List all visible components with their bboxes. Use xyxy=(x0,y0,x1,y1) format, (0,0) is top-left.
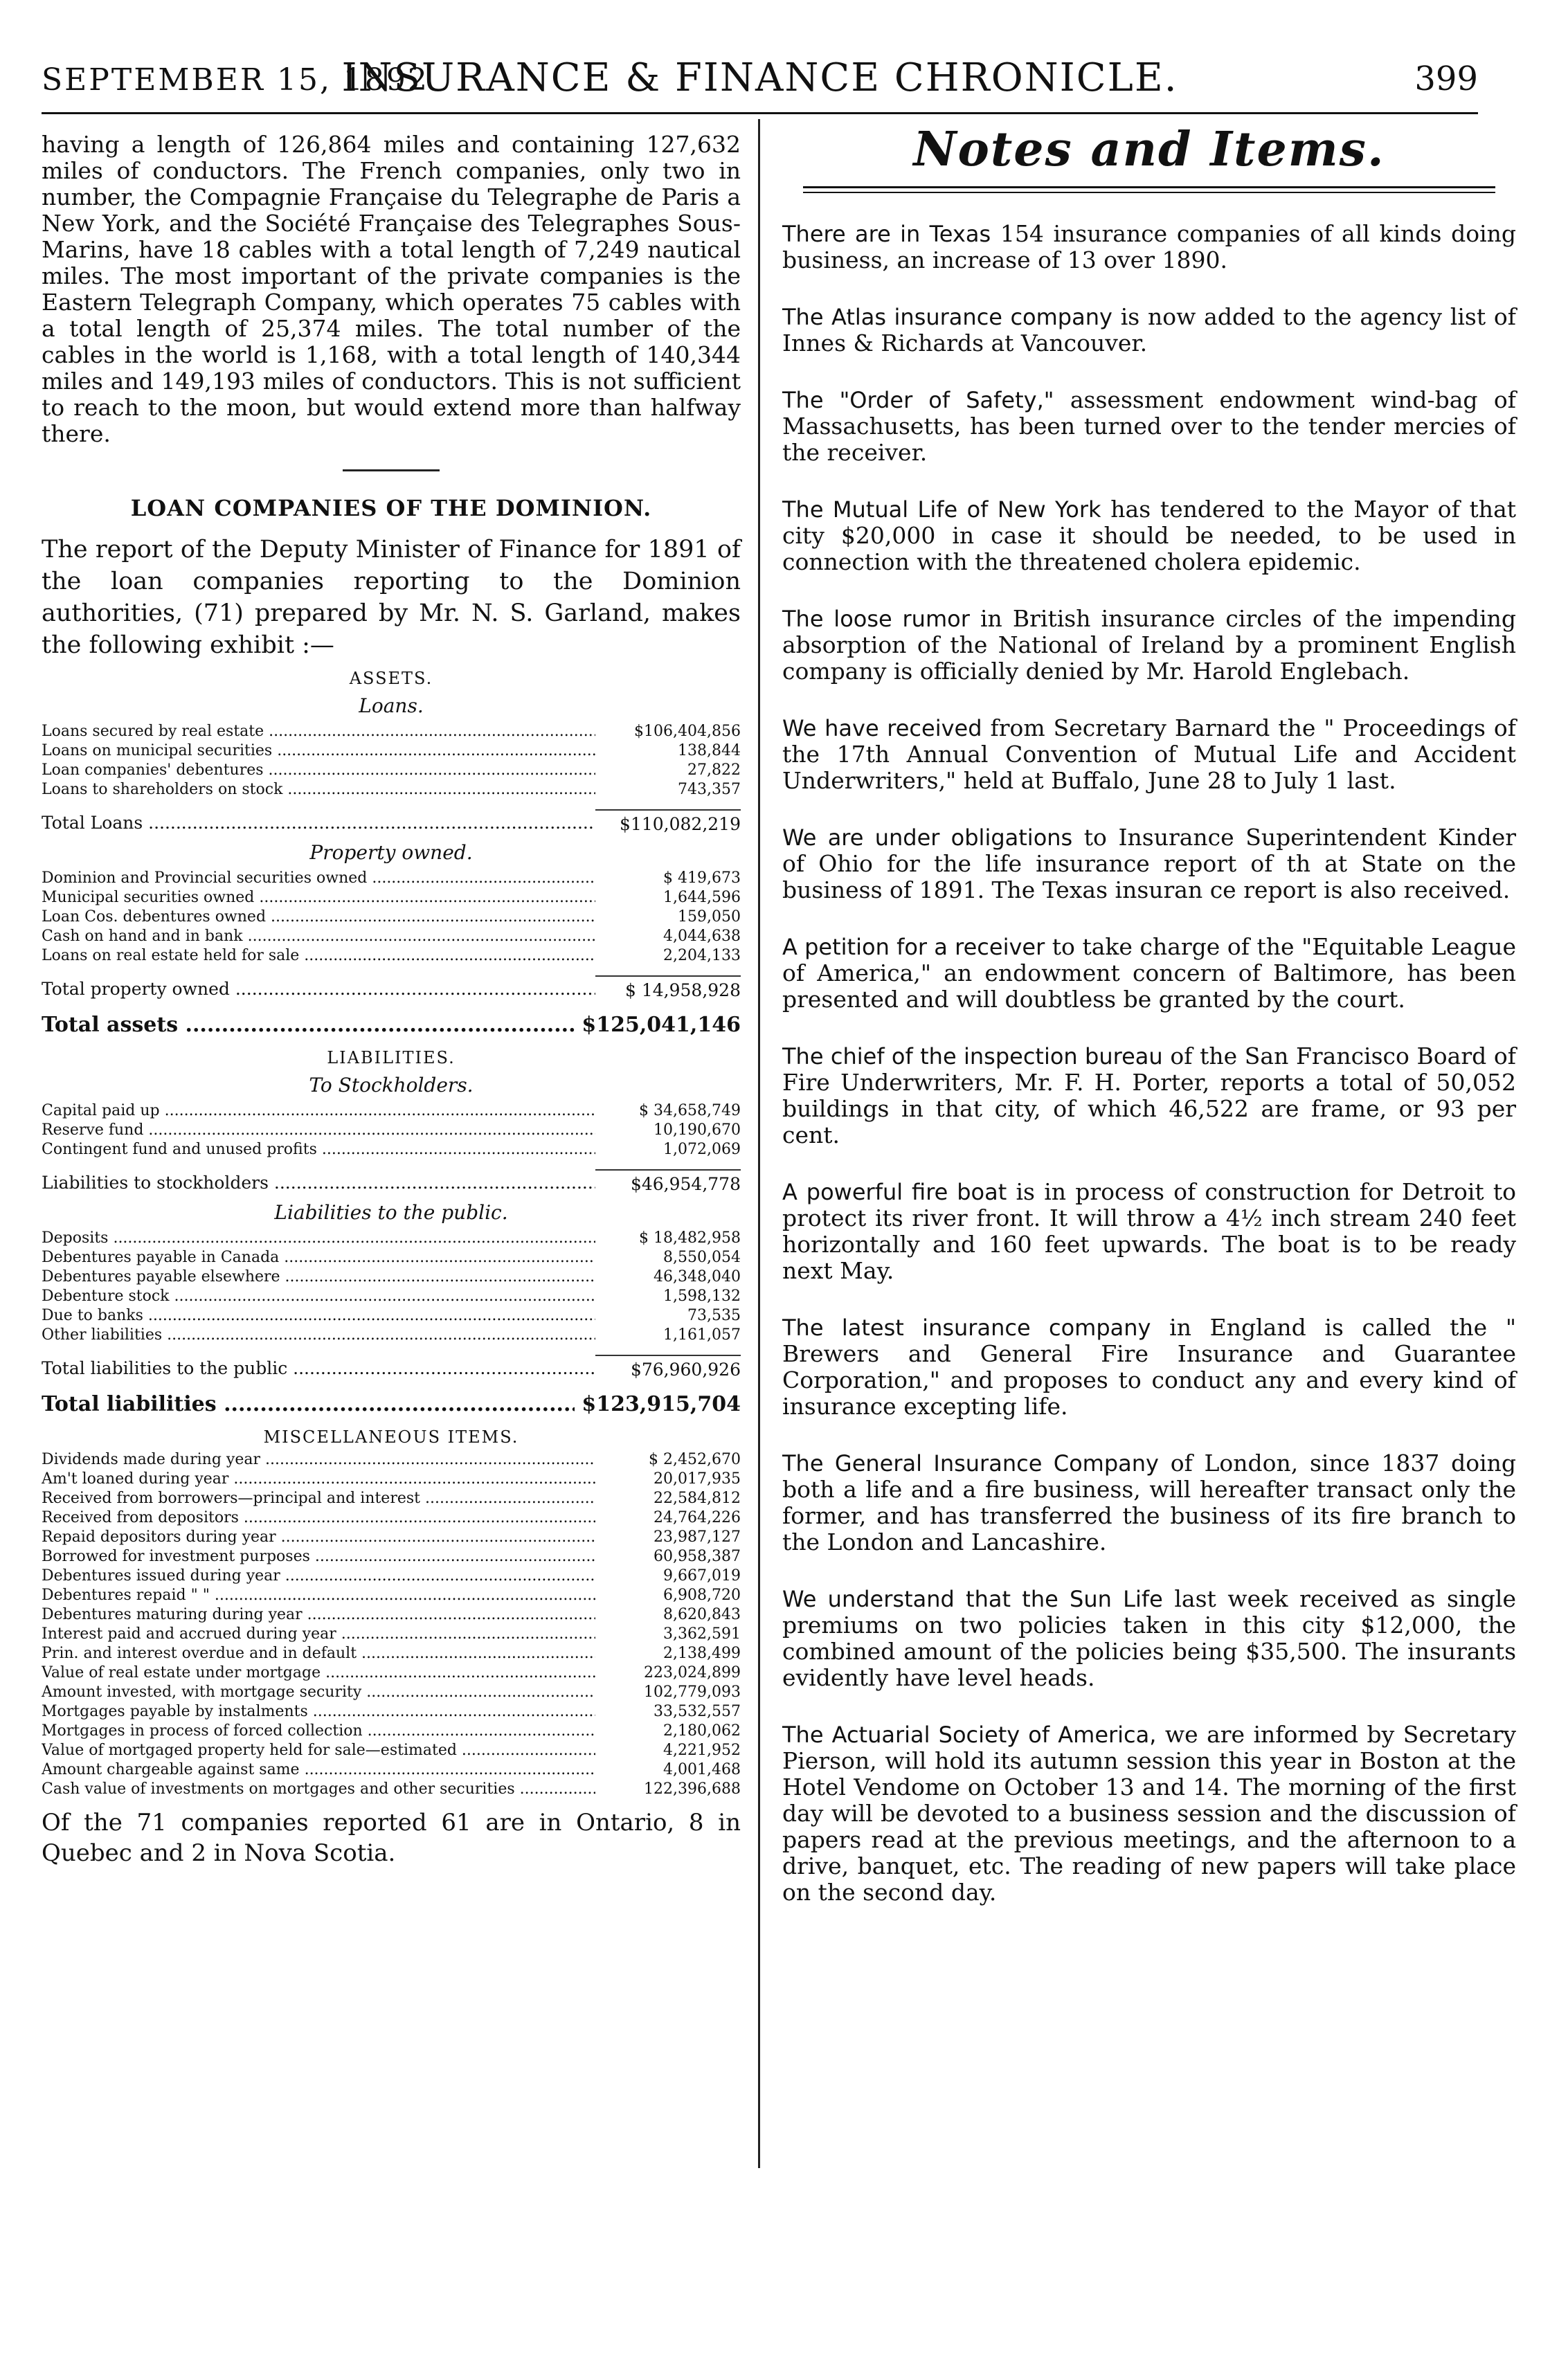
row-label: Due to banks ..... xyxy=(42,1306,595,1326)
misc-row xyxy=(42,1567,741,1586)
total-assets-row: Total assets ..... $125,041,146 xyxy=(42,1010,741,1040)
news-item xyxy=(782,304,1516,357)
row-label: Amount invested, with mortgage security ..... xyxy=(42,1683,595,1702)
news-item-lead: A petition for a receiver xyxy=(782,934,1045,960)
news-item-lead: The General Insurance Company xyxy=(782,1450,1159,1477)
row-label: Am't loaned during year ..... xyxy=(42,1470,595,1489)
row-label: Debentures payable in Canada ..... xyxy=(42,1248,595,1267)
left-column xyxy=(42,132,741,1868)
misc-row xyxy=(42,1625,741,1644)
row-value: $ 34,658,749 xyxy=(639,1102,741,1119)
news-item-text: to Insurance Superintendent Kinder of Ohio for the life insurance report of th at State on the business of 1891. The Texas insuran ce report is also received. xyxy=(782,824,1517,903)
row-label: Interest paid and accrued during year ..... xyxy=(42,1625,595,1644)
header-rule xyxy=(42,112,1478,114)
property-row xyxy=(42,946,741,966)
news-item xyxy=(782,1450,1516,1555)
property-row xyxy=(42,869,741,888)
public-liability-row xyxy=(42,1326,741,1345)
row-label: Loans on municipal securities ..... xyxy=(42,741,595,761)
row-label: Capital paid up ..... xyxy=(42,1101,595,1121)
row-value: 22,584,812 xyxy=(654,1490,741,1507)
row-label: Prin. and interest overdue and in default ..... xyxy=(42,1644,595,1663)
news-item-text: is now added to the agency list of Innes & Richards at Vancouver. xyxy=(782,303,1516,357)
news-item-text: last week received as single premiums on two policies taken in this city $12,000, the combined amount of the policies being $35,500. The insurants evidently have level heads. xyxy=(782,1585,1516,1691)
news-item xyxy=(782,1179,1516,1284)
stockholder-row xyxy=(42,1121,741,1140)
right-column xyxy=(782,122,1517,1936)
property-row xyxy=(42,888,741,908)
row-value: $ 18,482,958 xyxy=(639,1229,741,1247)
news-item-lead: The Mutual Life of New York xyxy=(782,496,1101,523)
news-item-text: in England is called the " Brewers and General Fire Insurance and Guarantee Corporation," and proposes to conduct any and every kind of insurance excepting life. xyxy=(782,1314,1517,1420)
row-value: 2,204,133 xyxy=(663,947,741,964)
row-value: 8,550,054 xyxy=(663,1249,741,1266)
news-item-text: of the San Francisco Board of Fire Underwriters, Mr. F. H. Porter, reports a total of 50,052 buildings in that city, of which 46,522 are frame, or 93 per cent. xyxy=(782,1043,1516,1148)
loans-table xyxy=(42,722,741,800)
news-item xyxy=(782,606,1516,685)
news-item xyxy=(782,496,1516,575)
page-header xyxy=(28,55,1492,118)
row-label: Amount chargeable against same ..... xyxy=(42,1760,595,1780)
stockholders-heading: To Stockholders. xyxy=(309,1074,474,1097)
total-property-row: Total property owned ..... $ 14,958,928 xyxy=(42,975,741,1004)
row-label: Cash on hand and in bank ..... xyxy=(42,927,595,946)
news-item-text: from Secretary Barnard the " Proceedings of the 17th Annual Convention of Mutual Life and Accident Underwriters," held at Buffalo, June 28 to July 1 last. xyxy=(782,714,1517,794)
stockholder-row xyxy=(42,1140,741,1160)
row-label: Dividends made during year ..... xyxy=(42,1450,595,1470)
column-divider xyxy=(758,119,760,2168)
row-value: 10,190,670 xyxy=(654,1121,741,1139)
misc-row xyxy=(42,1663,741,1683)
public-heading: Liabilities to the public. xyxy=(274,1201,508,1224)
public-liability-row xyxy=(42,1306,741,1326)
row-label: Debenture stock ..... xyxy=(42,1287,595,1306)
news-item-text: of London, since 1837 doing both a life and a fire business, will hereafter transact only the former, and has transferred the business of its fire branch to the London and Lancashire. xyxy=(782,1450,1516,1555)
row-value: 1,644,596 xyxy=(663,889,741,906)
news-item-text: assessment endowment wind-bag of Massachusetts, has been turned over to the tender mercies of the receiver. xyxy=(782,386,1517,466)
row-value: 20,017,935 xyxy=(654,1470,741,1488)
news-item-text: we are informed by Secretary Pierson, will hold its autumn session this year in Boston at the Hotel Vendome on October 13 and 14. The morning of the first day will be devoted to a business session and the discussion of papers read at the previous meetings, and the afternoon to a drive, banquet, etc. The reading of new papers will take place on the second day. xyxy=(782,1721,1516,1906)
section-divider xyxy=(343,469,440,471)
misc-heading: MISCELLANEOUS ITEMS. xyxy=(263,1427,519,1447)
news-item xyxy=(782,934,1516,1013)
row-value: 122,396,688 xyxy=(644,1780,741,1798)
row-label: Municipal securities owned ..... xyxy=(42,888,595,908)
issue-date: SEPTEMBER 15, 1892 xyxy=(42,62,429,98)
misc-row xyxy=(42,1489,741,1508)
row-value: 73,535 xyxy=(687,1307,741,1324)
misc-row xyxy=(42,1470,741,1489)
property-row xyxy=(42,927,741,946)
news-item-lead: The "Order of Safety," xyxy=(782,387,1054,413)
row-label: Value of mortgaged property held for sale—estimated ..... xyxy=(42,1741,595,1760)
row-value: 1,598,132 xyxy=(663,1288,741,1305)
row-value: 6,908,720 xyxy=(663,1587,741,1604)
row-label: Contingent fund and unused profits ..... xyxy=(42,1140,595,1160)
public-liability-row xyxy=(42,1287,741,1306)
row-value: $ 419,673 xyxy=(663,869,741,887)
cables-paragraph: having a length of 126,864 miles and containing 127,632 miles of conductors. The French companies, only two in number, the Compagnie Française du Telegraphe de Paris a New York, and the Société Française des Telegraphes Sous-Marins, have 18 cables with a total length of 7,249 nautical miles. The most important of the private companies is the Eastern Telegraph Company, which operates 75 cables with a total length of 25,374 miles. The total number of the cables in the world is 1,168, with a total length of 140,344 miles and 149,193 miles of conductors. This is not sufficient to reach to the moon, but would extend more than halfway there. xyxy=(42,131,741,447)
row-label: Loans to shareholders on stock ..... xyxy=(42,780,595,800)
misc-row xyxy=(42,1780,741,1799)
row-value: $ 2,452,670 xyxy=(649,1451,741,1468)
misc-row xyxy=(42,1644,741,1663)
news-item-lead: We have received xyxy=(782,715,982,741)
row-value: 138,844 xyxy=(678,742,741,759)
row-value: 46,348,040 xyxy=(654,1268,741,1285)
row-value: 27,822 xyxy=(687,761,741,779)
row-value: 2,180,062 xyxy=(663,1722,741,1740)
news-item-text: 154 insurance companies of all kinds doing business, an increase of 13 over 1890. xyxy=(782,220,1516,273)
news-item-lead: There are in Texas xyxy=(782,221,991,247)
misc-row xyxy=(42,1702,741,1722)
public-liability-row xyxy=(42,1267,741,1287)
total-stockholders-row: Liabilities to stockholders ..... $46,954,778 xyxy=(42,1169,741,1198)
row-value: 60,958,387 xyxy=(654,1548,741,1565)
news-item-lead: The chief of the inspection bureau xyxy=(782,1043,1163,1070)
notes-list xyxy=(782,221,1516,1906)
news-item xyxy=(782,221,1516,273)
row-label: Mortgages payable by instalments ..... xyxy=(42,1702,595,1722)
news-item-lead: The Actuarial Society of America, xyxy=(782,1722,1157,1748)
row-value: 4,001,468 xyxy=(663,1761,741,1778)
news-item-text: in British insurance circles of the impending absorption of the National of Ireland by a prominent English company is officially denied by Mr. Harold Englebach. xyxy=(782,605,1516,685)
news-item-lead: A powerful fire boat xyxy=(782,1179,1007,1205)
misc-row xyxy=(42,1508,741,1528)
loans-heading: Loans. xyxy=(359,694,424,717)
loan-companies-title: LOAN COMPANIES OF THE DOMINION. xyxy=(130,495,652,521)
row-label: Loan companies' debentures ..... xyxy=(42,761,595,780)
news-item-lead: We understand that the Sun Life xyxy=(782,1586,1163,1612)
news-item-text: has tendered to the Mayor of that city $20,000 in case it should be needed, to be used in connection with the threatened cholera epidemic. xyxy=(782,496,1516,575)
misc-row xyxy=(42,1722,741,1741)
publication-title: INSURANCE & FINANCE CHRONICLE. xyxy=(341,55,1178,100)
page-number: 399 xyxy=(1414,60,1478,98)
row-value: 4,044,638 xyxy=(663,928,741,945)
row-label: Mortgages in process of forced collection ..... xyxy=(42,1722,595,1741)
property-row xyxy=(42,908,741,927)
stockholders-table xyxy=(42,1101,741,1160)
row-value: 24,764,226 xyxy=(654,1509,741,1526)
row-label: Loans secured by real estate ..... xyxy=(42,722,595,741)
row-label: Received from borrowers—principal and interest ..... xyxy=(42,1489,595,1508)
public-table xyxy=(42,1229,741,1345)
misc-row xyxy=(42,1760,741,1780)
row-value: 159,050 xyxy=(678,908,741,926)
row-label: Loans on real estate held for sale ..... xyxy=(42,946,595,966)
row-label: Borrowed for investment purposes ..... xyxy=(42,1547,595,1567)
row-value: 1,072,069 xyxy=(663,1141,741,1158)
row-label: Value of real estate under mortgage ..... xyxy=(42,1663,595,1683)
row-label: Deposits ..... xyxy=(42,1229,595,1248)
row-value: 223,024,899 xyxy=(644,1664,741,1681)
misc-row xyxy=(42,1547,741,1567)
stockholder-row xyxy=(42,1101,741,1121)
loan-row xyxy=(42,780,741,800)
closing-paragraph: Of the 71 companies reported 61 are in Ontario, 8 in Quebec and 2 in Nova Scotia. xyxy=(42,1809,741,1867)
news-item xyxy=(782,387,1516,466)
loan-intro: The report of the Deputy Minister of Finance for 1891 of the loan companies reporting to the Dominion authorities, (71) prepared by Mr. N. S. Garland, makes the following exhibit :— xyxy=(42,536,741,659)
loan-row xyxy=(42,722,741,741)
loan-row xyxy=(42,741,741,761)
total-liabilities-row: Total liabilities ..... $123,915,704 xyxy=(42,1389,741,1420)
row-label: Other liabilities ..... xyxy=(42,1326,595,1345)
notes-and-items-title: Notes and Items. xyxy=(913,122,1385,177)
news-item-lead: The Atlas insurance company xyxy=(782,304,1112,330)
total-public-row: Total liabilities to the public ..... $76,960,926 xyxy=(42,1355,741,1384)
misc-table xyxy=(42,1450,741,1799)
news-item-text: to take charge of the "Equitable League of America," an endowment concern of Baltimore, has been presented and will doubtless be granted by the court. xyxy=(782,933,1516,1013)
row-label: Repaid depositors during year ..... xyxy=(42,1528,595,1547)
liabilities-heading: LIABILITIES. xyxy=(327,1048,456,1067)
row-value: 3,362,591 xyxy=(663,1625,741,1643)
news-item-lead: The latest insurance company xyxy=(782,1315,1151,1341)
news-item-lead: We are under obligations xyxy=(782,824,1073,851)
row-label: Reserve fund ..... xyxy=(42,1121,595,1140)
misc-row xyxy=(42,1450,741,1470)
property-heading: Property owned. xyxy=(309,841,473,864)
row-value: 23,987,127 xyxy=(654,1528,741,1546)
news-item xyxy=(782,1043,1516,1148)
public-liability-row xyxy=(42,1248,741,1267)
row-value: 102,779,093 xyxy=(644,1684,741,1701)
misc-row xyxy=(42,1683,741,1702)
row-value: 743,357 xyxy=(678,781,741,798)
total-loans-row: Total Loans ..... $110,082,219 xyxy=(42,809,741,838)
row-label: Dominion and Provincial securities owned ..... xyxy=(42,869,595,888)
row-value: 33,532,557 xyxy=(654,1703,741,1720)
public-liability-row xyxy=(42,1229,741,1248)
misc-row xyxy=(42,1528,741,1547)
misc-row xyxy=(42,1586,741,1605)
row-label: Debentures payable elsewhere ..... xyxy=(42,1267,595,1287)
news-item xyxy=(782,1315,1516,1420)
row-label: Received from depositors ..... xyxy=(42,1508,595,1528)
row-label: Loan Cos. debentures owned ..... xyxy=(42,908,595,927)
title-rule xyxy=(803,186,1495,193)
loan-row xyxy=(42,761,741,780)
news-item xyxy=(782,1722,1516,1906)
misc-row xyxy=(42,1605,741,1625)
row-label: Cash value of investments on mortgages and other securities ..... xyxy=(42,1780,595,1799)
row-value: 2,138,499 xyxy=(663,1645,741,1662)
row-value: $106,404,856 xyxy=(634,723,741,740)
row-value: 4,221,952 xyxy=(663,1742,741,1759)
assets-heading: ASSETS. xyxy=(349,669,433,688)
news-item xyxy=(782,1586,1516,1691)
row-label: Debentures maturing during year ..... xyxy=(42,1605,595,1625)
row-value: 9,667,019 xyxy=(663,1567,741,1585)
news-item xyxy=(782,824,1516,903)
news-item-text: is in process of construction for Detroit to protect its river front. It will throw a 4½ inch stream 240 feet horizontally and 160 feet upwards. The boat is to be ready next May. xyxy=(782,1178,1516,1284)
row-value: 8,620,843 xyxy=(663,1606,741,1623)
misc-row xyxy=(42,1741,741,1760)
row-value: 1,161,057 xyxy=(663,1326,741,1344)
news-item-lead: The loose rumor xyxy=(782,606,970,632)
property-table xyxy=(42,869,741,966)
row-label: Debentures issued during year ..... xyxy=(42,1567,595,1586)
news-item xyxy=(782,715,1516,794)
row-label: Debentures repaid " " ..... xyxy=(42,1586,595,1605)
